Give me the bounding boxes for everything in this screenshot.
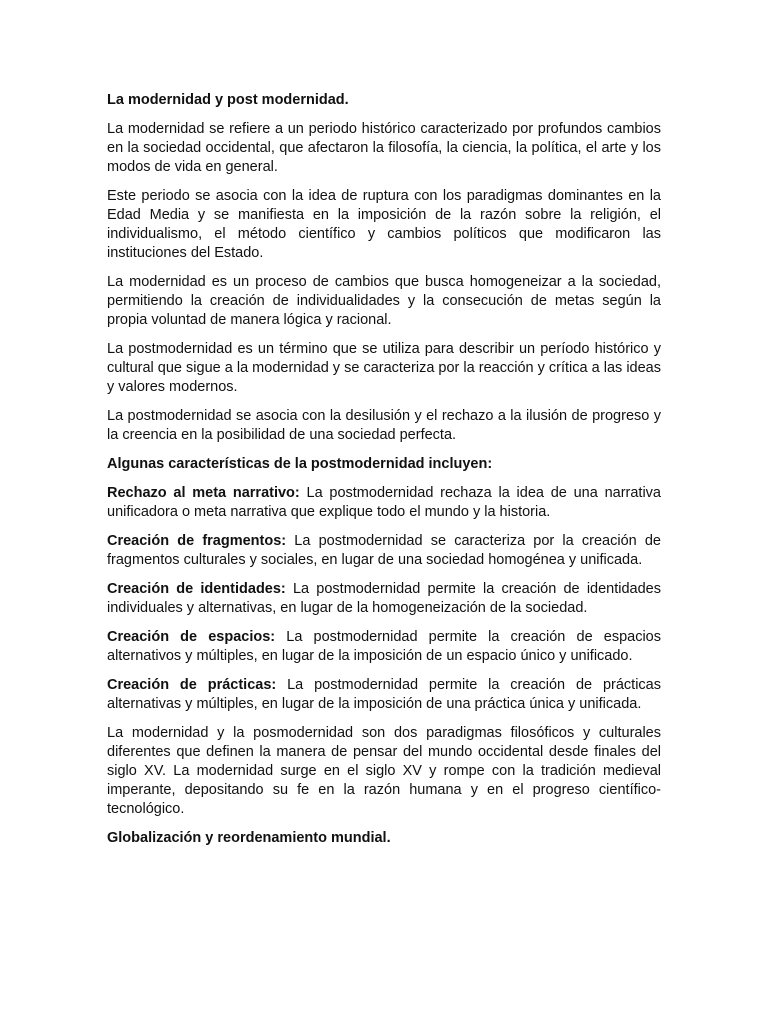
characteristic-term: Rechazo al meta narrativo:: [107, 485, 300, 501]
characteristic-term: Creación de prácticas:: [107, 677, 277, 693]
document-title: La modernidad y post modernidad.: [107, 92, 349, 108]
characteristics-heading: Algunas características de la postmodernidad incluyen:: [107, 456, 493, 472]
intro-paragraph: La postmodernidad se asocia con la desilusión y el rechazo a la ilusión de progreso y la creencia en la posibilidad de una sociedad perfecta.: [107, 408, 661, 443]
intro-paragraph: La modernidad es un proceso de cambios que busca homogeneizar a la sociedad, permitiendo la creación de individualidades y la consecución de metas según la propia voluntad de manera lógica y racional.: [107, 274, 661, 328]
document-page: [107, 91, 661, 858]
characteristic-item: [107, 532, 661, 570]
characteristic-item: [107, 484, 661, 522]
characteristic-term: Creación de fragmentos:: [107, 533, 287, 549]
characteristic-text: La postmodernidad permite la creación de identidades individuales y alternativas, en lugar de la homogeneización de la sociedad.: [107, 581, 661, 616]
characteristic-text: La postmodernidad permite la creación de espacios alternativos y múltiples, en lugar de la imposición de un espacio único y unificado.: [107, 629, 661, 664]
section-heading: Globalización y reordenamiento mundial.: [107, 830, 391, 846]
closing-paragraph: La modernidad y la posmodernidad son dos paradigmas filosóficos y culturales diferentes que definen la manera de pensar del mundo occidental desde finales del siglo XV. La modernidad surge en el siglo XV y rompe con la tradición medieval imperante, depositando su fe en la razón humana y en el progreso científico-tecnológico.: [107, 725, 661, 817]
intro-paragraph: La modernidad se refiere a un periodo histórico caracterizado por profundos cambios en la sociedad occidental, que afectaron la filosofía, la ciencia, la política, el arte y los modos de vida en general.: [107, 121, 661, 175]
characteristic-item: [107, 628, 661, 666]
characteristic-term: Creación de espacios:: [107, 629, 276, 645]
characteristic-text: La postmodernidad se caracteriza por la creación de fragmentos culturales y sociales, en lugar de una sociedad homogénea y unificada.: [107, 533, 661, 568]
characteristic-text: La postmodernidad permite la creación de prácticas alternativas y múltiples, en lugar de la imposición de una práctica única y unificada.: [107, 677, 661, 712]
characteristic-item: [107, 676, 661, 714]
intro-paragraph: Este periodo se asocia con la idea de ruptura con los paradigmas dominantes en la Edad Media y se manifiesta en la imposición de la razón sobre la religión, el individualismo, el método científico y cambios políticos que modificaron las instituciones del Estado.: [107, 188, 661, 261]
characteristic-term: Creación de identidades:: [107, 581, 286, 597]
characteristic-text: La postmodernidad rechaza la idea de una narrativa unificadora o meta narrativa que explique todo el mundo y la historia.: [107, 485, 661, 520]
characteristic-item: [107, 580, 661, 618]
intro-paragraph: La postmodernidad es un término que se utiliza para describir un período histórico y cultural que sigue a la modernidad y se caracteriza por la reacción y crítica a las ideas y valores modernos.: [107, 341, 661, 395]
